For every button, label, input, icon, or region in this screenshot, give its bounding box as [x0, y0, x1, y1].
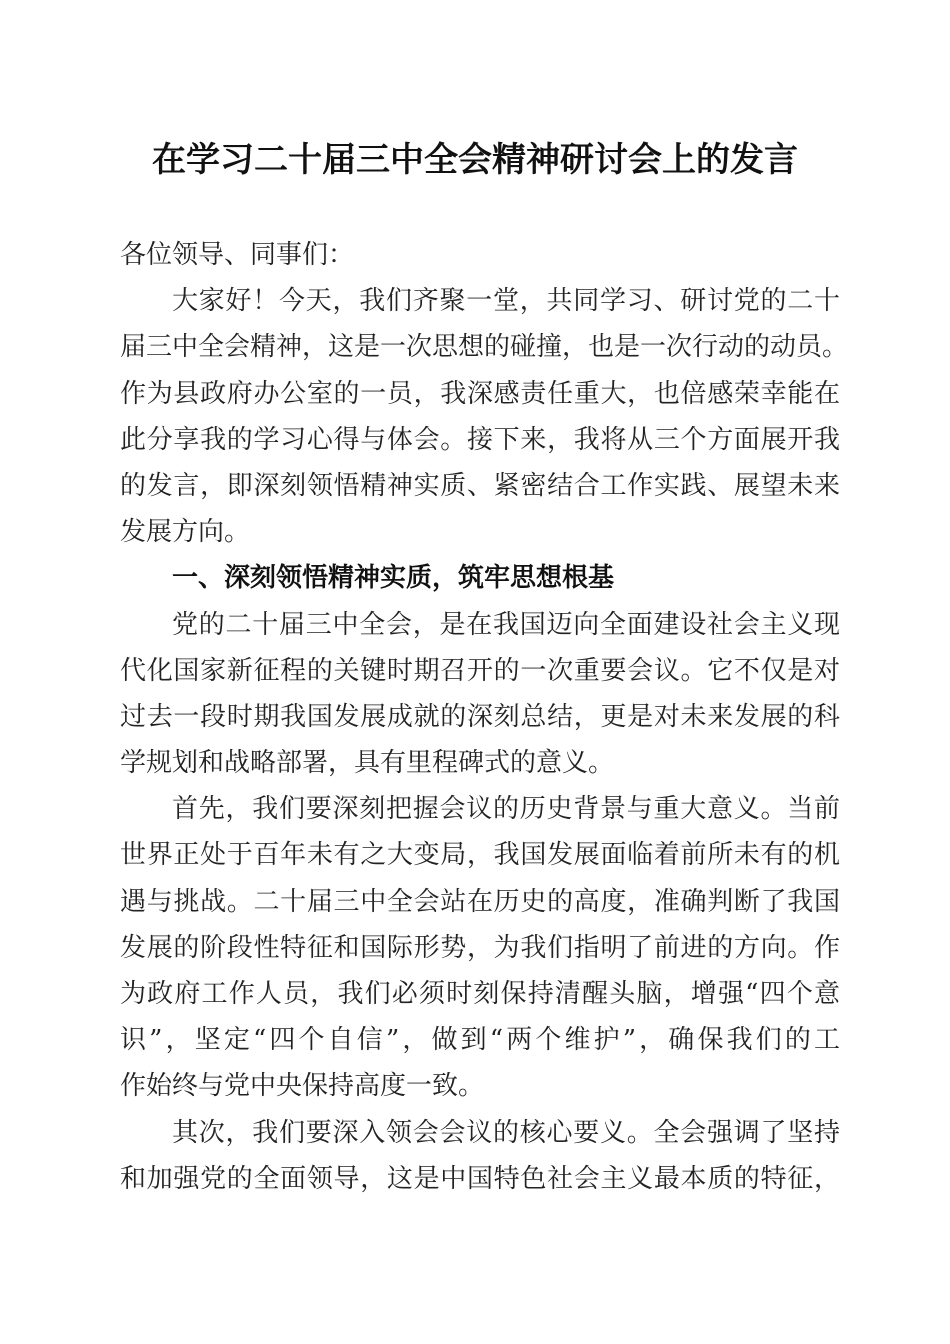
paragraph-line: 为政府工作人员，我们必须时刻保持清醒头脑，增强“四个意	[120, 979, 840, 1009]
paragraph-line: 此分享我的学习心得与体会。接下来，我将从三个方面展开我	[120, 424, 840, 455]
document-title: 在学习二十届三中全会精神研讨会上的发言	[152, 140, 798, 180]
paragraph-line: 遇与挑战。二十届三中全会站在历史的高度，准确判断了我国	[120, 886, 840, 917]
paragraph-line: 代化国家新征程的关键时期召开的一次重要会议。它不仅是对	[120, 655, 840, 686]
paragraph-line: 的发言，即深刻领悟精神实质、紧密结合工作实践、展望未来	[120, 470, 840, 501]
paragraph-line: 过去一段时期我国发展成就的深刻总结，更是对未来发展的科	[120, 701, 840, 732]
section-heading: 一、深刻领悟精神实质，筑牢思想根基	[172, 563, 615, 594]
paragraph-line: 发展的阶段性特征和国际形势，为我们指明了前进的方向。作	[120, 932, 840, 963]
paragraph-line: 首先，我们要深刻把握会议的历史背景与重大意义。当前	[172, 794, 840, 825]
paragraph-line: 世界正处于百年未有之大变局，我国发展面临着前所未有的机	[120, 840, 840, 871]
paragraph-line: 其次，我们要深入领会会议的核心要义。全会强调了坚持	[172, 1117, 840, 1148]
paragraph-line: 党的二十届三中全会，是在我国迈向全面建设社会主义现	[172, 609, 840, 640]
document-body	[120, 232, 849, 1202]
paragraph-line: 作为县政府办公室的一员，我深感责任重大，也倍感荣幸能在	[120, 378, 840, 409]
paragraph-line: 识”，坚定“四个自信”，做到“两个维护”，确保我们的工	[120, 1025, 840, 1056]
paragraph-line: 和加强党的全面领导，这是中国特色社会主义最本质的特征，	[120, 1163, 840, 1194]
paragraph-line: 学规划和战略部署，具有里程碑式的意义。	[120, 748, 615, 779]
paragraph-line: 作始终与党中央保持高度一致。	[120, 1071, 485, 1102]
paragraph-line: 大家好！今天，我们齐聚一堂，共同学习、研讨党的二十	[172, 286, 840, 317]
paragraph-line: 届三中全会精神，这是一次思想的碰撞，也是一次行动的动员。	[120, 332, 849, 363]
salutation: 各位领导、同事们：	[120, 240, 355, 270]
paragraph-line: 发展方向。	[120, 517, 251, 548]
